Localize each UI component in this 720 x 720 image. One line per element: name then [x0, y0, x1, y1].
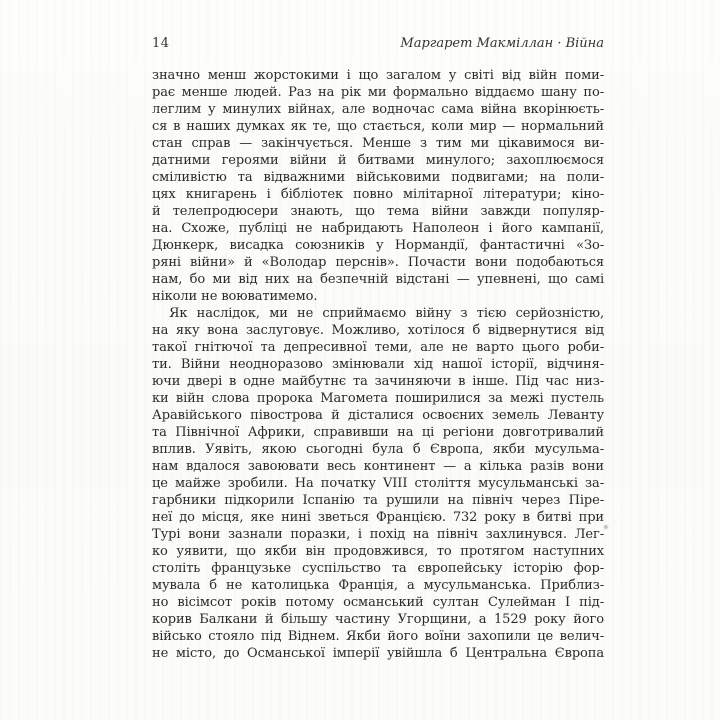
text-line: Аравійського півострова й дісталися освоєних земель Леванту [152, 408, 604, 423]
text-line: мувала б не католицька Франція, а мусульманська. Приблиз- [152, 578, 604, 593]
text-line: на яку вона заслуговує. Можливо, хотілося б відвернутися від [152, 323, 604, 338]
text-line: стан справ — закінчується. Менше з тим ми цікавимося ви- [152, 136, 604, 151]
page-number: 14 [152, 36, 170, 51]
page-header [152, 36, 604, 51]
text-line: леглим у минулих війнах, але водночас сама війна вкорінюєть- [152, 102, 604, 117]
text-line: Як наслідок, ми не сприймаємо війну з тією серйозністю, [169, 306, 604, 321]
text-line: військо стояло під Віднем. Якби його воїни захопили це велич- [152, 629, 604, 644]
text-line: й телепродюсери знають, що тема війни завжди популяр- [152, 204, 604, 219]
text-line: ки війн слова пророка Магомета поширилися за межі пустель [152, 391, 604, 406]
text-line: століть французьке суспільство та європейську історію фор- [152, 561, 604, 576]
text-line: ся в наших думках як те, що стається, коли мир — нормальний [152, 119, 604, 134]
text-line: значно менш жорстокими і що загалом у світі від війн поми- [152, 68, 604, 83]
text-line: ряні війни» й «Володар перснів». Почасти вони подобаються [152, 255, 604, 270]
text-line: такої гнітючої та депресивної теми, але не варто цього роби- [152, 340, 604, 355]
text-line: Турі вони зазнали поразки, і похід на північ захлинувся. Лег- [152, 527, 604, 542]
text-block [152, 67, 604, 662]
text-line: та Північної Африки, справивши на ці регіони довготривалий [152, 425, 604, 440]
text-line: но вісімсот років потому османський султан Сулейман I під- [152, 595, 604, 610]
text-line: Дюнкерк, висадка союзників у Нормандії, фантастичні «Зо- [152, 238, 604, 253]
text-line: датними героями війни й битвами минулого; захоплюємося [152, 153, 604, 168]
paragraph [152, 67, 604, 305]
text-line: гарбники підкорили Іспанію та рушили на північ через Піре- [152, 493, 604, 508]
text-line: нам, бо ми від них на безпечній відстані — упевнені, що самі [152, 272, 604, 287]
text-line: неї до місця, яке нині зветься Францією. 732 року в битві при [152, 510, 604, 525]
running-title: Маргарет Макміллан · Війна [400, 36, 604, 51]
text-line: не місто, до Османської імперії увійшла б Центральна Європа [152, 646, 604, 661]
text-line: нам вдалося завоювати весь континент — а кілька разів вони [152, 459, 604, 474]
text-line: ко уявити, що якби він продовжився, то протягом наступних [152, 544, 604, 559]
paragraph [152, 305, 604, 662]
text-line: ючи двері в одне майбутнє та зачиняючи в інше. Під час низ- [152, 374, 604, 389]
text-line: це майже зробили. На початку VIII століття мусульманські за- [152, 476, 604, 491]
text-line: корив Балкани й більшу частину Угорщини, а 1529 року його [152, 612, 604, 627]
page-content [152, 36, 604, 662]
text-line: на. Схоже, публіці не набридають Наполеон і його кампанії, [152, 221, 604, 236]
text-line: сміливістю та відважними військовими подвигами; на поли- [152, 170, 604, 185]
text-line: цях книгарень і бібліотек повно мілітарної літератури; кіно- [152, 187, 604, 202]
text-line: вплив. Уявіть, якою сьогодні була б Європа, якби мусульма- [152, 442, 604, 457]
text-line: ніколи не воюватимемо. [152, 289, 318, 304]
text-line: ти. Війни неодноразово змінювали хід нашої історії, відчиня- [152, 357, 604, 372]
text-line: рає менше людей. Раз на рік ми формально віддаємо шану по- [152, 85, 604, 100]
scan-artifact [604, 525, 608, 529]
